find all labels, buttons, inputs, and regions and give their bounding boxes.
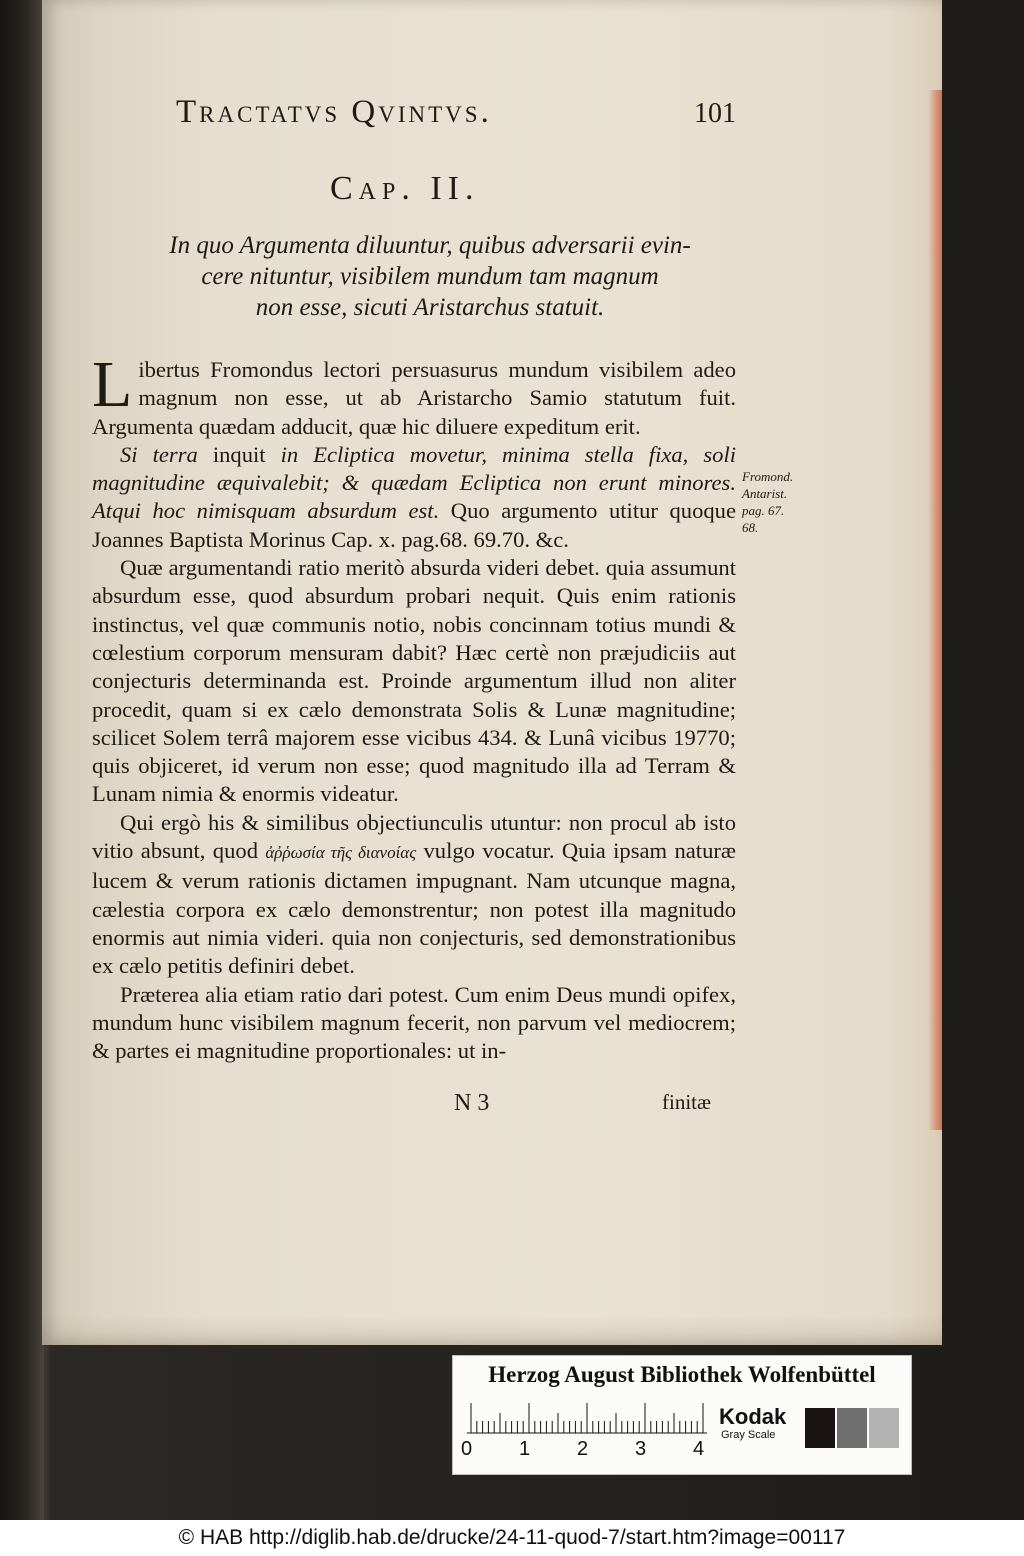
- copyright-footer: © HAB http://diglib.hab.de/drucke/24-11-quod-7/start.htm?image=00117: [0, 1520, 1024, 1556]
- ruler-scale: [467, 1400, 707, 1434]
- subtitle-line: cere nituntur, visibilem mundum tam magnum: [201, 263, 659, 290]
- drop-cap: L: [92, 348, 133, 421]
- paragraph-3: Quæ argumentandi ratio meritò absurda videri debet. quia assumunt absurdum esse, quod absurdum probari nequit. Quis enim rationis instinctus, vel quæ communis notio, nobis concinnam totius mundi & cœlestium corporum mensuram dabit? Hæc certè non præjudiciis aut conjecturis determinanda est. Proinde argumentum illud non aliter procedit, quam si ex cælo demonstrata Solis & Lunæ magnitudine; scilicet Solem terrâ majorem esse vicibus 434. & Lunâ vicibus 19770; quis objiceret, id verum non esse; quod magnitudo illa ad Terram & Lunam nimia & enormis videatur.: [92, 555, 736, 807]
- gray-swatch: [837, 1408, 867, 1448]
- card-title: Herzog August Bibliothek Wolfenbüttel: [488, 1362, 876, 1387]
- marginal-note-line: pag. 67.: [742, 503, 785, 518]
- paragraph-2-italic-a: Si terra: [120, 441, 198, 467]
- gray-scale-label: Gray Scale: [721, 1429, 776, 1441]
- ruler-number: 1: [519, 1438, 531, 1460]
- facing-page-edge: [0, 0, 44, 1520]
- paragraph-1-text: ibertus Fromondus lectori persuasurus mundum visibilem adeo magnum non esse, ut ab Aristarcho Samio statutum fuit. Argumenta quædam adducit, quæ hic diluere expeditum erit.: [92, 357, 736, 439]
- subtitle-line: non esse, sicuti Aristarchus statuit.: [255, 294, 605, 321]
- ruler-number: 4: [693, 1438, 705, 1460]
- ruler-numbers: [459, 1438, 719, 1464]
- paragraph-2-roman: inquit: [197, 441, 281, 467]
- paragraph-4-text-a: Qui ergò his & similibus objectiunculis utuntur: non procul ab isto vitio absunt, quod: [92, 809, 736, 864]
- paragraph-5: Præterea alia etiam ratio dari potest. Cum enim Deus mundi opifex, mundum hunc visibilem magnum fecerit, non parvum vel mediocrem; & partes ei magnitudine proportionales: ut in-: [92, 981, 736, 1064]
- kodak-logo: Kodak: [719, 1404, 787, 1429]
- ruler-number: 2: [577, 1438, 589, 1460]
- page-number: 101: [694, 98, 736, 129]
- body-text: [92, 348, 736, 1065]
- running-title: Tractatvs Qvintvs.: [176, 94, 492, 130]
- page-foot-shadow: [42, 1315, 942, 1345]
- paragraph-2: [92, 441, 736, 554]
- gray-swatch: [869, 1408, 899, 1448]
- gray-swatch: [805, 1408, 835, 1448]
- marginal-note-line: Antarist.: [742, 486, 788, 501]
- chapter-subtitle: [130, 230, 730, 323]
- running-head: [176, 94, 736, 134]
- signature-mark: N 3: [454, 1090, 490, 1116]
- paragraph-2-italic-b: in Ecliptica movetur, minima stella fixa, soli magnitudine æquivalebit; & quædam Ecliptica non erunt minores. Atqui hoc nimisquam absurdum est.: [92, 441, 736, 524]
- chapter-heading: Cap. II.: [330, 170, 480, 207]
- greek-phrase: ἀῤῥωσία τῆς διανοίας: [265, 843, 417, 863]
- ruler-number: 0: [461, 1438, 473, 1460]
- marginal-note: [742, 468, 812, 536]
- subtitle-line: In quo Argumenta diluuntur, quibus adversarii evin-: [169, 232, 691, 259]
- paragraph-4-text-b: vulgo vocatur. Quia ipsam naturæ lucem & verum rationis dictamen impugnant. Nam utcunque magna, cælestia corpora ex cælo demonstrentur; non potest illa magnitudo enormis aut nimia videri. quia non conjecturis, sed demonstrationibus ex cælo petitis definiri debet.: [92, 838, 736, 979]
- color-calibration-card: [452, 1355, 912, 1475]
- marginal-note-line: Fromond.: [742, 469, 794, 484]
- catchword: finitæ: [662, 1090, 712, 1114]
- ruler-number: 3: [635, 1438, 647, 1460]
- paragraph-2-tail: Quo argumento utitur quoque Joannes Baptista Morinus Cap. x. pag.68. 69.70. &c.: [92, 498, 736, 552]
- paragraph-1: [92, 348, 736, 441]
- red-edge-stain: [928, 90, 942, 1130]
- paragraph-4: [92, 809, 736, 981]
- marginal-note-line: 68.: [742, 520, 759, 535]
